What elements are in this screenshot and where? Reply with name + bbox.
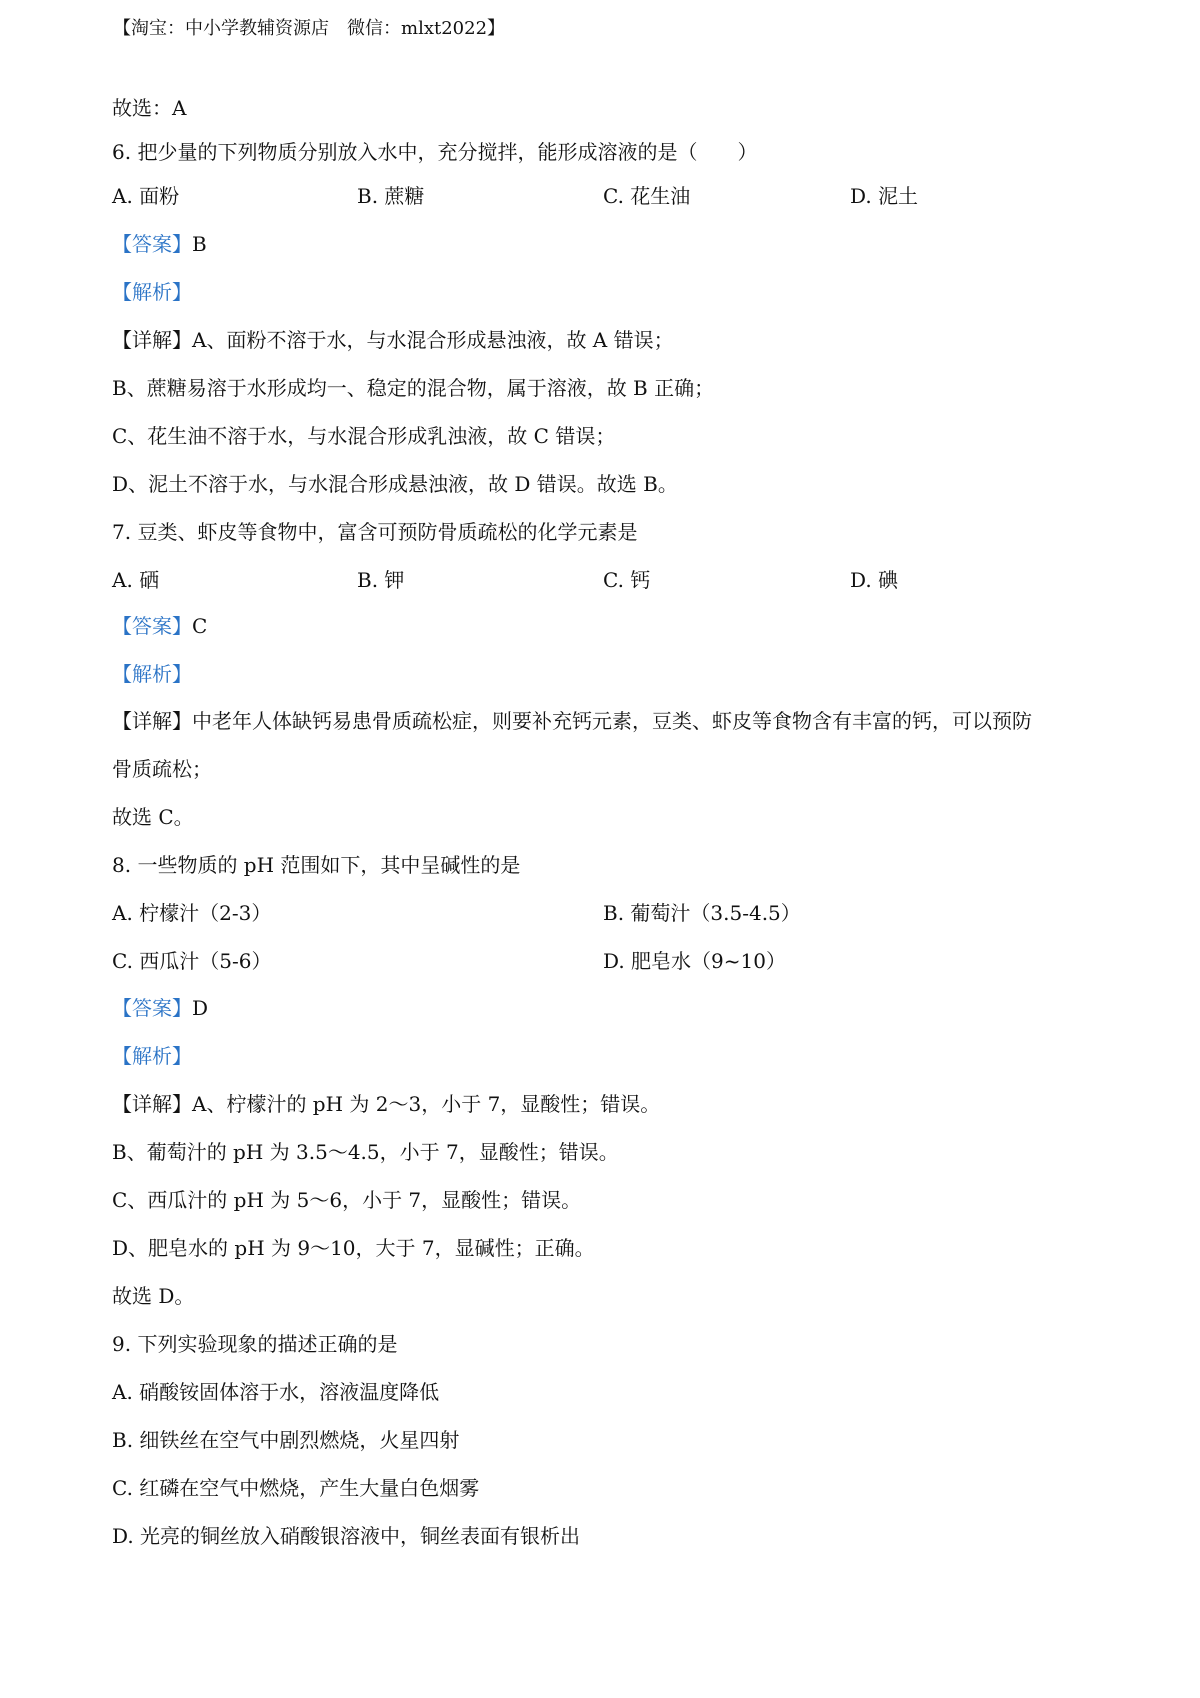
q8-option-c: C. 西瓜汁（5-6） xyxy=(112,949,272,973)
q6-option-a: A. 面粉 xyxy=(112,184,180,208)
q6-detail-line-2: B、蔗糖易溶于水形成均一、稳定的混合物，属于溶液，故 B 正确； xyxy=(112,376,715,400)
detail-text: 中老年人体缺钙易患骨质疏松症，则要补充钙元素，豆类、虾皮等食物含有丰富的钙，可以预防 xyxy=(192,709,1032,733)
q7-option-c: C. 钙 xyxy=(603,568,651,592)
q7-option-a: A. 硒 xyxy=(112,568,160,592)
q6-option-d: D. 泥土 xyxy=(850,184,919,208)
q7-answer xyxy=(112,612,207,640)
detail-tag: 【详解】 xyxy=(112,1092,192,1116)
q8-option-a: A. 柠檬汁（2-3） xyxy=(112,901,272,925)
q8-stem: 8. 一些物质的 pH 范围如下，其中呈碱性的是 xyxy=(112,853,521,877)
q6-analysis-tag: 【解析】 xyxy=(112,280,192,304)
q6-answer xyxy=(112,230,207,258)
q8-option-d: D. 肥皂水（9~10） xyxy=(603,949,786,973)
detail-text: A、柠檬汁的 pH 为 2～3，小于 7，显酸性；错误。 xyxy=(192,1092,661,1116)
q8-detail-line-2: B、葡萄汁的 pH 为 3.5～4.5，小于 7，显酸性；错误。 xyxy=(112,1140,619,1164)
q6-option-b: B. 蔗糖 xyxy=(357,184,425,208)
detail-tag: 【详解】 xyxy=(112,709,192,733)
q8-answer xyxy=(112,994,208,1022)
q9-stem: 9. 下列实验现象的描述正确的是 xyxy=(112,1332,398,1356)
q9-option-a: A. 硝酸铵固体溶于水，溶液温度降低 xyxy=(112,1380,440,1404)
detail-text: A、面粉不溶于水，与水混合形成悬浊液，故 A 错误； xyxy=(192,328,674,352)
q9-option-b: B. 细铁丝在空气中剧烈燃烧，火星四射 xyxy=(112,1428,460,1452)
q8-option-b: B. 葡萄汁（3.5-4.5） xyxy=(603,901,801,925)
answer-value: C xyxy=(192,614,208,638)
q7-option-d: D. 碘 xyxy=(850,568,899,592)
q7-detail-line-1 xyxy=(112,707,1032,735)
q6-option-c: C. 花生油 xyxy=(603,184,691,208)
answer-value: B xyxy=(192,232,207,256)
q6-detail-line-1 xyxy=(112,326,674,354)
q9-option-d: D. 光亮的铜丝放入硝酸银溶液中，铜丝表面有银析出 xyxy=(112,1524,581,1548)
q7-analysis-tag: 【解析】 xyxy=(112,662,192,686)
q6-detail-line-4: D、泥土不溶于水，与水混合形成悬浊液，故 D 错误。故选 B。 xyxy=(112,472,678,496)
q7-detail-line-2: 骨质疏松； xyxy=(112,757,212,781)
answer-value: D xyxy=(192,996,209,1020)
q8-detail-line-3: C、西瓜汁的 pH 为 5～6，小于 7，显酸性；错误。 xyxy=(112,1188,582,1212)
answer-tag: 【答案】 xyxy=(112,232,192,256)
q9-option-c: C. 红磷在空气中燃烧，产生大量白色烟雾 xyxy=(112,1476,480,1500)
q8-analysis-tag: 【解析】 xyxy=(112,1044,192,1068)
q8-detail-line-5: 故选 D。 xyxy=(112,1284,195,1308)
page-header: 【淘宝：中小学教辅资源店 微信：mlxt2022】 xyxy=(113,18,506,39)
q6-detail-line-3: C、花生油不溶于水，与水混合形成乳浊液，故 C 错误； xyxy=(112,424,616,448)
answer-tag: 【答案】 xyxy=(112,996,192,1020)
answer-tag: 【答案】 xyxy=(112,614,192,638)
q8-detail-line-1 xyxy=(112,1090,660,1118)
q6-stem: 6. 把少量的下列物质分别放入水中，充分搅拌，能形成溶液的是（ ） xyxy=(112,140,758,164)
q7-option-b: B. 钾 xyxy=(357,568,405,592)
q8-detail-line-4: D、肥皂水的 pH 为 9～10，大于 7，显碱性；正确。 xyxy=(112,1236,595,1260)
q5-choice: 故选：A xyxy=(112,96,187,120)
detail-tag: 【详解】 xyxy=(112,328,192,352)
q7-stem: 7. 豆类、虾皮等食物中，富含可预防骨质疏松的化学元素是 xyxy=(112,520,638,544)
q7-detail-line-3: 故选 C。 xyxy=(112,805,194,829)
